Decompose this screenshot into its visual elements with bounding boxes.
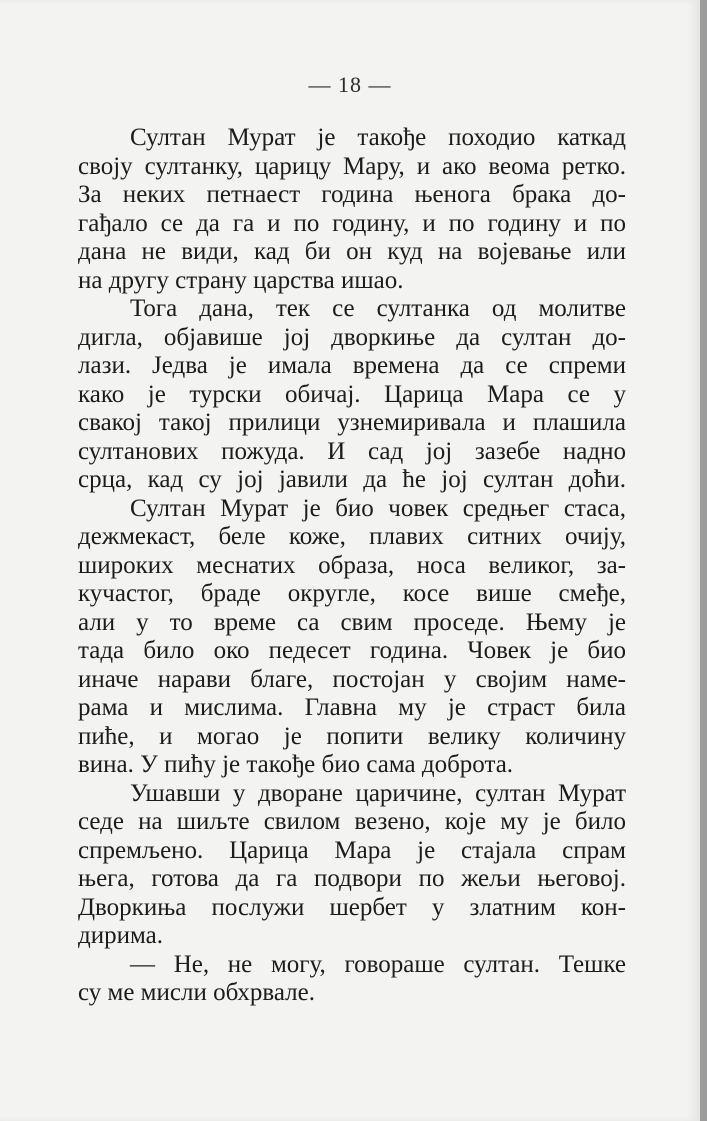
body-text [78,124,626,1008]
text-line: њега, готова да га подвори по жељи његовој. [78,865,626,892]
text-line: дирима. [78,922,163,949]
paragraph-5 [78,951,626,1008]
text-line: су ме мисли обхрвале. [78,979,315,1006]
text-line: дигла, објавише јој дворкиње да султан до- [78,323,626,351]
text-line: тада било око педесет година. Човек је био [78,637,626,664]
text-line: на другу страну царства ишао. [78,266,404,294]
text-line: рама и мислима. Главна му је страст била [78,694,626,721]
text-line: срца, кад су јој јавили да ће јој султан доћи. [78,466,626,493]
paragraph-1 [78,124,626,295]
text-line: своју султанку, царицу Мару, и ако веома ретко. [78,152,626,180]
text-line: дана не види, кад би он куд на војевање или [78,238,626,265]
paragraph-3 [78,495,626,780]
text-line: али у то време са свим проседе. Њему је [78,608,626,636]
text-line: пиће, и могао је попити велику количину [78,722,626,750]
text-line: Дворкиња послужи шербет у златним кон- [78,893,626,921]
text-line: — Не, не могу, говораше султан. Тешке [130,950,626,978]
text-line: лази. Једва је имала времена да се спреми [78,352,626,379]
paragraph-4 [78,780,626,951]
page-number: — 18 — [308,72,392,97]
text-line: султанових пожуда. И сад јој зазебе надно [78,437,626,465]
paragraph-2 [78,295,626,495]
text-line: гађало се да га и по годину, и по годину и по [78,209,626,237]
text-line: дежмекаст, беле коже, плавих ситних очију, [78,523,626,550]
text-line: иначе нарави благе, постојан у својим наме- [78,665,626,693]
text-line: вина. У пићу је такође био сама доброта. [78,751,514,778]
text-line: широких меснатих образа, носа великог, за- [78,551,626,579]
text-line: За неких петнаест година њенога брака до- [78,181,626,208]
page-edge [700,0,707,1121]
text-line: како је турски обичај. Царица Мара се у [78,380,626,408]
text-line: Ушавши у дворане царичине, султан Мурат [130,779,626,807]
text-line: кучастог, браде округле, косе више смеђе, [78,580,626,607]
text-line: свакој такој прилици узнемиривала и плашила [78,409,626,436]
text-line: Султан Мурат је био човек средњег стаса, [130,494,626,522]
text-line: Тога дана, тек се султанка од молитве [130,295,626,322]
text-line: седе на шиљте свилом везено, које му је било [78,808,626,835]
text-line: спремљено. Царица Мара је стајала спрам [78,836,626,864]
text-line: Султан Мурат је такође походио каткад [130,124,626,151]
